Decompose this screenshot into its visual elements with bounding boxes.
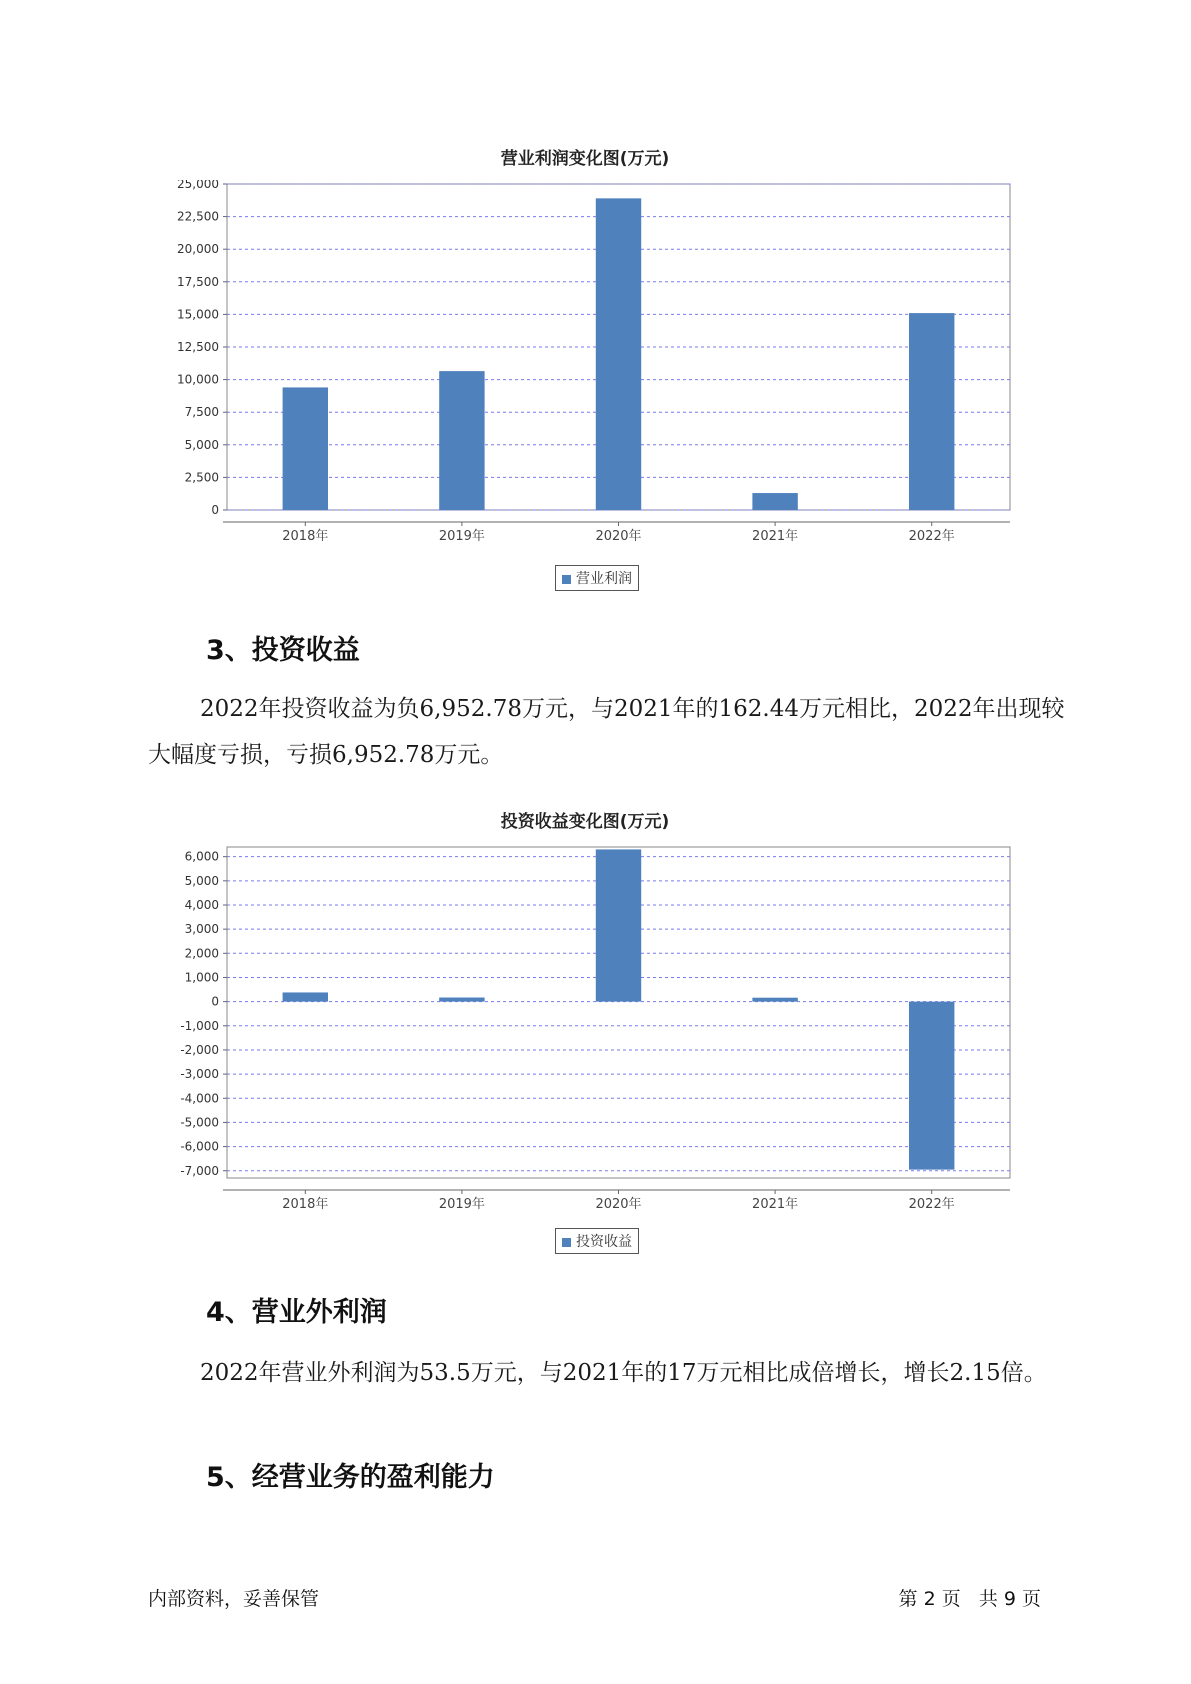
bar — [596, 849, 641, 1001]
y-tick-label: 5,000 — [184, 873, 219, 888]
y-tick-label: -6,000 — [180, 1139, 219, 1154]
chart-canvas — [150, 843, 1020, 1248]
y-tick-label: 3,000 — [184, 922, 219, 937]
x-tick-label: 2022年 — [908, 529, 955, 544]
bar — [439, 371, 484, 510]
footer-right: 第 2 页 共 9 页 — [898, 1588, 1041, 1610]
chart-legend — [555, 1228, 639, 1254]
bar — [596, 198, 641, 510]
y-tick-label: -2,000 — [180, 1042, 219, 1057]
bar — [909, 313, 954, 510]
x-tick-label: 2020年 — [595, 1197, 642, 1212]
y-tick-label: 12,500 — [177, 340, 219, 354]
y-tick-label: 2,000 — [184, 946, 219, 961]
bar — [283, 387, 328, 510]
bar — [752, 493, 797, 510]
bar — [909, 1002, 954, 1170]
y-tick-label: 10,000 — [177, 372, 219, 387]
bar — [283, 992, 328, 1001]
y-tick-label: -7,000 — [180, 1163, 219, 1178]
x-tick-label: 2022年 — [908, 1197, 955, 1212]
y-tick-label: 6,000 — [184, 849, 219, 864]
x-tick-label: 2018年 — [282, 529, 329, 544]
investment-income-chart — [150, 803, 1020, 1263]
section-4-heading: 4、营业外利润 — [206, 1297, 387, 1328]
y-tick-label: -3,000 — [180, 1067, 219, 1082]
section-4-paragraph: 2022年营业外利润为53.5万元，与2021年的17万元相比成倍增长，增长2.15倍。 — [200, 1360, 1047, 1386]
bar — [439, 998, 484, 1002]
section-5-heading: 5、经营业务的盈利能力 — [206, 1462, 495, 1493]
legend-label: 营业利润 — [576, 571, 632, 587]
y-tick-label: 22,500 — [177, 209, 219, 224]
x-tick-label: 2019年 — [438, 1197, 485, 1212]
y-tick-label: -4,000 — [180, 1091, 219, 1106]
x-tick-label: 2018年 — [282, 1197, 329, 1212]
y-tick-label: 4,000 — [184, 897, 219, 912]
section-3-paragraph: 2022年投资收益为负6,952.78万元，与2021年的162.44万元相比，2022年出现较大幅度亏损，亏损6,952.78万元。 — [148, 696, 1065, 768]
y-tick-label: -5,000 — [180, 1115, 219, 1130]
x-tick-label: 2020年 — [595, 529, 642, 544]
chart-legend — [555, 565, 639, 591]
footer-left: 内部资料，妥善保管 — [148, 1588, 320, 1610]
y-tick-label: 5,000 — [184, 437, 219, 452]
y-tick-label: 0 — [211, 503, 219, 517]
y-tick-label: 0 — [211, 994, 219, 1009]
bar — [752, 998, 797, 1002]
x-tick-label: 2021年 — [752, 1197, 799, 1212]
chart-title: 投资收益变化图(万元) — [500, 812, 670, 832]
y-tick-label: -1,000 — [180, 1018, 219, 1033]
x-tick-label: 2021年 — [752, 529, 799, 544]
y-tick-label: 20,000 — [177, 242, 219, 257]
x-tick-label: 2019年 — [438, 529, 485, 544]
legend-swatch — [562, 575, 571, 584]
legend-swatch — [562, 1238, 571, 1247]
y-tick-label: 25,000 — [177, 180, 219, 191]
y-tick-label: 1,000 — [184, 970, 219, 985]
y-tick-label: 2,500 — [184, 470, 219, 485]
y-tick-label: 7,500 — [184, 405, 219, 420]
chart-title: 营业利润变化图(万元) — [500, 149, 670, 169]
operating-profit-chart — [150, 140, 1020, 595]
section-3-heading: 3、投资收益 — [206, 635, 360, 666]
y-tick-label: 17,500 — [177, 274, 219, 289]
legend-label: 投资收益 — [576, 1234, 632, 1250]
chart-canvas — [150, 180, 1020, 580]
y-tick-label: 15,000 — [177, 307, 219, 322]
